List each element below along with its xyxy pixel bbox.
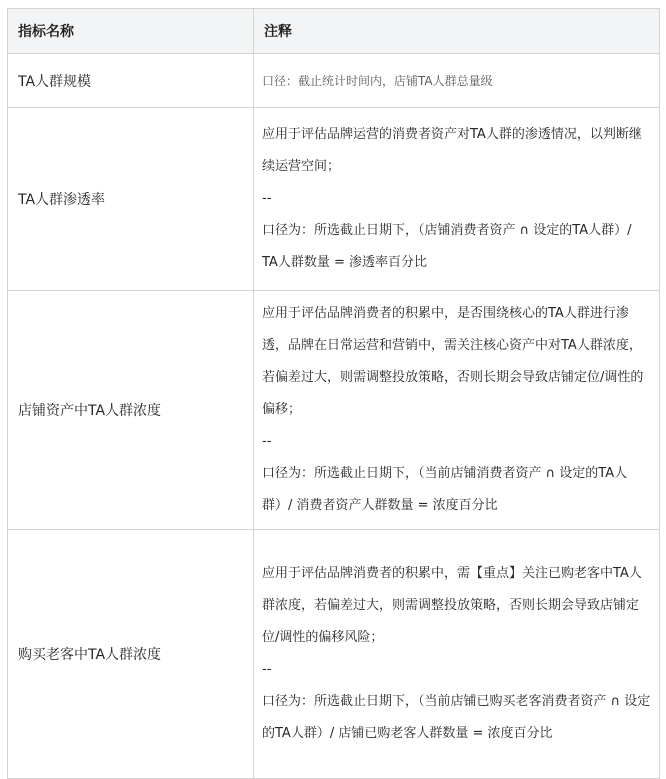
note-line: 应用于评估品牌消费者的积累中，需【重点】关注已购老客中TA人群浓度，若偏差过大，则需调整投放策略，否则长期会导致店铺定位/调性的偏移风险； <box>262 566 642 645</box>
header-indicator-name: 指标名称 <box>8 9 254 54</box>
indicator-name: TA人群渗透率 <box>8 108 254 291</box>
table-header-row <box>8 9 660 54</box>
indicator-name: TA人群规模 <box>8 54 254 108</box>
table-row <box>8 54 660 108</box>
table-row <box>8 108 660 291</box>
indicator-name: 购买老客中TA人群浓度 <box>8 530 254 779</box>
note-separator: -- <box>262 434 272 449</box>
indicator-note <box>254 54 660 108</box>
note-line: 口径为：所选截止日期下，（店铺消费者资产 ∩ 设定的TA人群）/ TA人群数量 = 渗透率百分比 <box>262 223 632 270</box>
note-line: 应用于评估品牌运营的消费者资产对TA人群的渗透情况，以判断继续运营空间； <box>262 127 642 174</box>
note-line: 口径为：所选截止日期下，（当前店铺消费者资产 ∩ 设定的TA人群）/ 消费者资产人群数量 = 浓度百分比 <box>262 466 628 513</box>
indicator-note <box>254 530 660 779</box>
note-separator: -- <box>262 662 272 677</box>
indicator-note <box>254 291 660 530</box>
note-separator: -- <box>262 191 272 206</box>
table-row <box>8 530 660 779</box>
note-line: 应用于评估品牌消费者的积累中，是否围绕核心的TA人群进行渗透，品牌在日常运营和营销中，需关注核心资产中对TA人群浓度，若偏差过大，则需调整投放策略，否则长期会导致店铺定位/调性的偏移； <box>262 306 644 417</box>
table-row <box>8 291 660 530</box>
note-line: 口径为：所选截止日期下，（当前店铺已购买老客消费者资产 ∩ 设定的TA人群）/ 店铺已购老客人群数量 = 浓度百分比 <box>262 694 651 741</box>
indicator-name: 店铺资产中TA人群浓度 <box>8 291 254 530</box>
header-note: 注释 <box>254 9 660 54</box>
indicator-note <box>254 108 660 291</box>
indicator-table <box>7 8 660 779</box>
note-line: 口径：截止统计时间内，店铺TA人群总量级 <box>262 73 493 88</box>
